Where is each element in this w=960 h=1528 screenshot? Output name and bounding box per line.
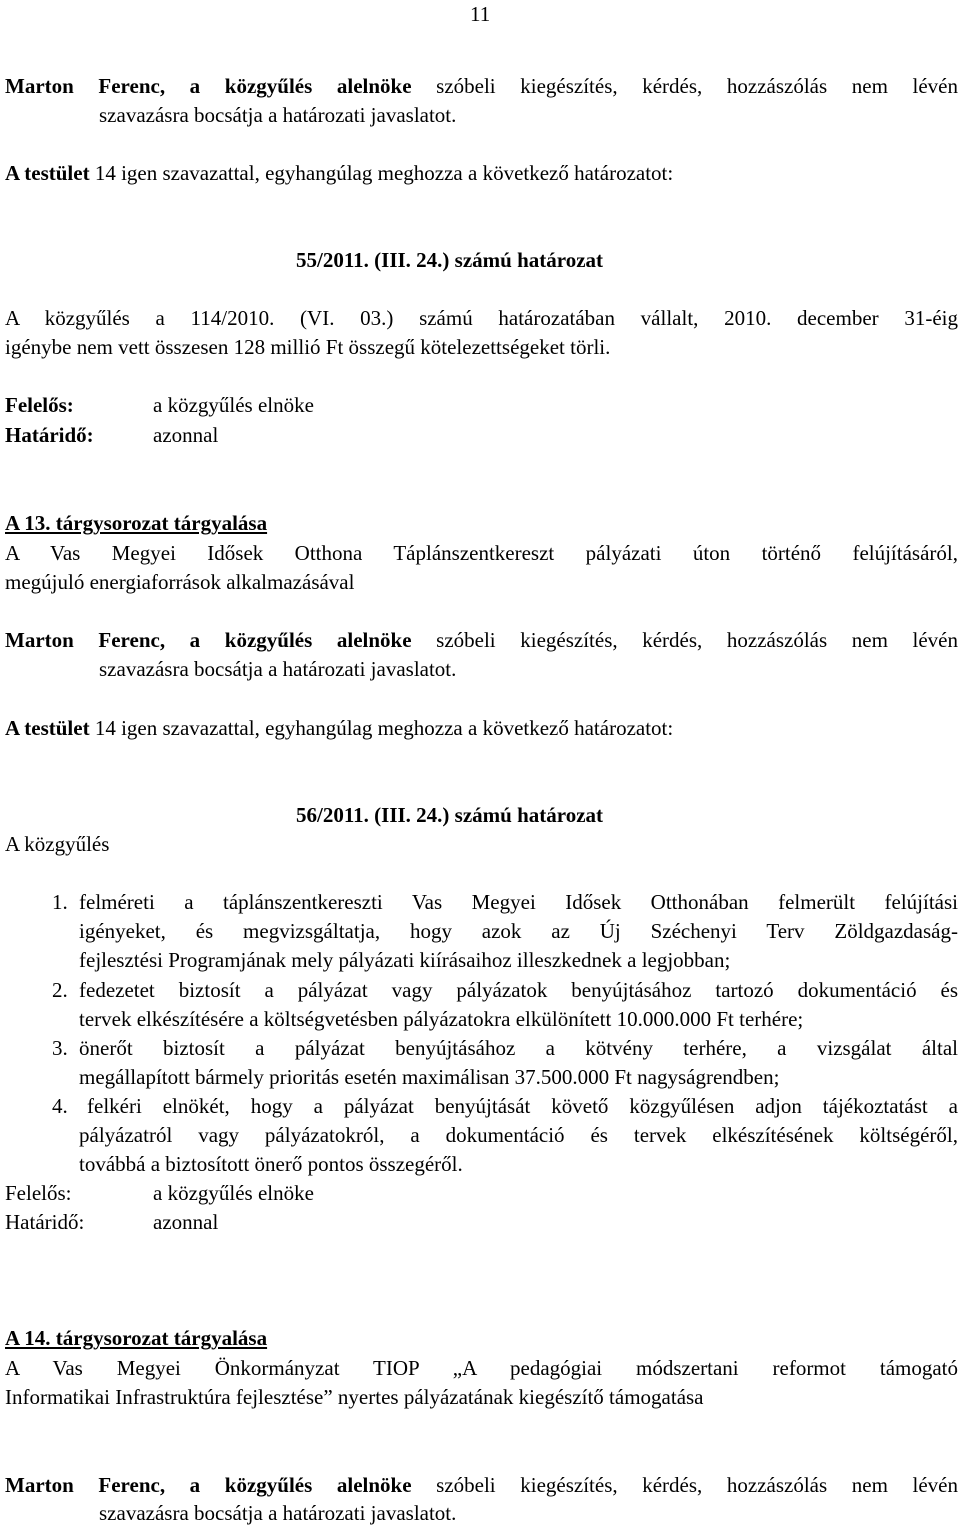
resolution-title: 56/2011. (III. 24.) számú határozat	[296, 803, 604, 827]
responsible-value: a közgyűlés elnöke	[153, 1181, 314, 1205]
resolution-title: 55/2011. (III. 24.) számú határozat	[296, 248, 604, 272]
agenda-heading: A 13. tárgysorozat tárgyalása	[5, 511, 268, 535]
speaker-name: Marton Ferenc, a közgyűlés alelnöke	[5, 74, 412, 98]
list-item-number: 4.	[52, 1094, 68, 1118]
list-item-text: felméreti a táplánszentkereszti Vas Megyei Idősek Otthonában felmerült felújítási	[79, 890, 958, 914]
list-item-text: tervek elkészítésére a költségvetésben pályázatokra elkülönített 10.000.000 Ft terhére;	[79, 1007, 804, 1031]
list-item-number: 3.	[52, 1036, 68, 1060]
list-item-number: 2.	[52, 978, 68, 1002]
deadline-value: azonnal	[153, 423, 219, 447]
resolution-text-continued: igénybe nem vett összesen 128 millió Ft összegű kötelezettségeket törli.	[5, 335, 611, 359]
speaker-text: szóbeli kiegészítés, kérdés, hozzászólás nem lévén	[411, 74, 958, 98]
list-item-text: felkéri elnökét, hogy a pályázat benyújtását követő közgyűlésen adjon tájékoztatást a	[87, 1094, 958, 1118]
speaker-text-continued: szavazásra bocsátja a határozati javaslatot.	[99, 1501, 457, 1525]
list-item-text: továbbá a biztosított önerő pontos összegéről.	[79, 1152, 463, 1176]
responsible-value: a közgyűlés elnöke	[153, 393, 314, 417]
vote-subject: A testület	[5, 716, 90, 740]
deadline-value: azonnal	[153, 1210, 219, 1234]
speaker-text-continued: szavazásra bocsátja a határozati javaslatot.	[99, 657, 457, 681]
responsible-label: Felelős:	[5, 393, 74, 417]
vote-subject: A testület	[5, 161, 90, 185]
agenda-description: A Vas Megyei Önkormányzat TIOP „A pedagógiai módszertani reformot támogató	[5, 1356, 958, 1380]
speaker-paragraph	[5, 1471, 958, 1500]
speaker-text: szóbeli kiegészítés, kérdés, hozzászólás nem lévén	[411, 1473, 958, 1497]
vote-statement	[5, 159, 673, 188]
list-item-text: igényeket, és megvizsgáltatja, hogy azok az Új Széchenyi Terv Zöldgazdaság-	[79, 919, 958, 943]
list-item-text: fejlesztési Programjának mely pályázati kiírásaihoz illeszkednek a legjobban;	[79, 948, 731, 972]
resolution-intro: A közgyűlés	[5, 832, 110, 856]
agenda-description: A Vas Megyei Idősek Otthona Táplánszentkereszt pályázati úton történő felújításáról,	[5, 541, 958, 565]
vote-statement	[5, 714, 673, 743]
page-number: 11	[470, 2, 491, 26]
speaker-name: Marton Ferenc, a közgyűlés alelnöke	[5, 1473, 412, 1497]
list-item-text: megállapított bármely prioritás esetén maximálisan 37.500.000 Ft nagyságrendben;	[79, 1065, 780, 1089]
vote-text: 14 igen szavazattal, egyhangúlag meghozza a következő határozatot:	[89, 716, 674, 740]
list-item-text: fedezetet biztosít a pályázat vagy pályázatok benyújtásához tartozó dokumentáció és	[79, 978, 958, 1002]
speaker-paragraph	[5, 72, 958, 101]
list-item-text: önerőt biztosít a pályázat benyújtásához a kötvény terhére, a vizsgálat által	[79, 1036, 958, 1060]
speaker-name: Marton Ferenc, a közgyűlés alelnöke	[5, 628, 412, 652]
speaker-text-continued: szavazásra bocsátja a határozati javaslatot.	[99, 103, 457, 127]
deadline-label: Határidő:	[5, 423, 94, 447]
resolution-text: A közgyűlés a 114/2010. (VI. 03.) számú határozatában vállalt, 2010. december 31-éig	[5, 306, 958, 330]
deadline-label: Határidő:	[5, 1210, 85, 1234]
responsible-label: Felelős:	[5, 1181, 72, 1205]
list-item-text: pályázatról vagy pályázatokról, a dokumentáció és tervek elkészítésének költségéről,	[79, 1123, 958, 1147]
agenda-heading: A 14. tárgysorozat tárgyalása	[5, 1326, 268, 1350]
agenda-description-continued: megújuló energiaforrások alkalmazásával	[5, 570, 355, 594]
vote-text: 14 igen szavazattal, egyhangúlag meghozza a következő határozatot:	[89, 161, 674, 185]
list-item-number: 1.	[52, 890, 68, 914]
speaker-paragraph	[5, 626, 958, 655]
agenda-description-continued: Informatikai Infrastruktúra fejlesztése” nyertes pályázatának kiegészítő támogatása	[5, 1385, 704, 1409]
speaker-text: szóbeli kiegészítés, kérdés, hozzászólás nem lévén	[411, 628, 958, 652]
